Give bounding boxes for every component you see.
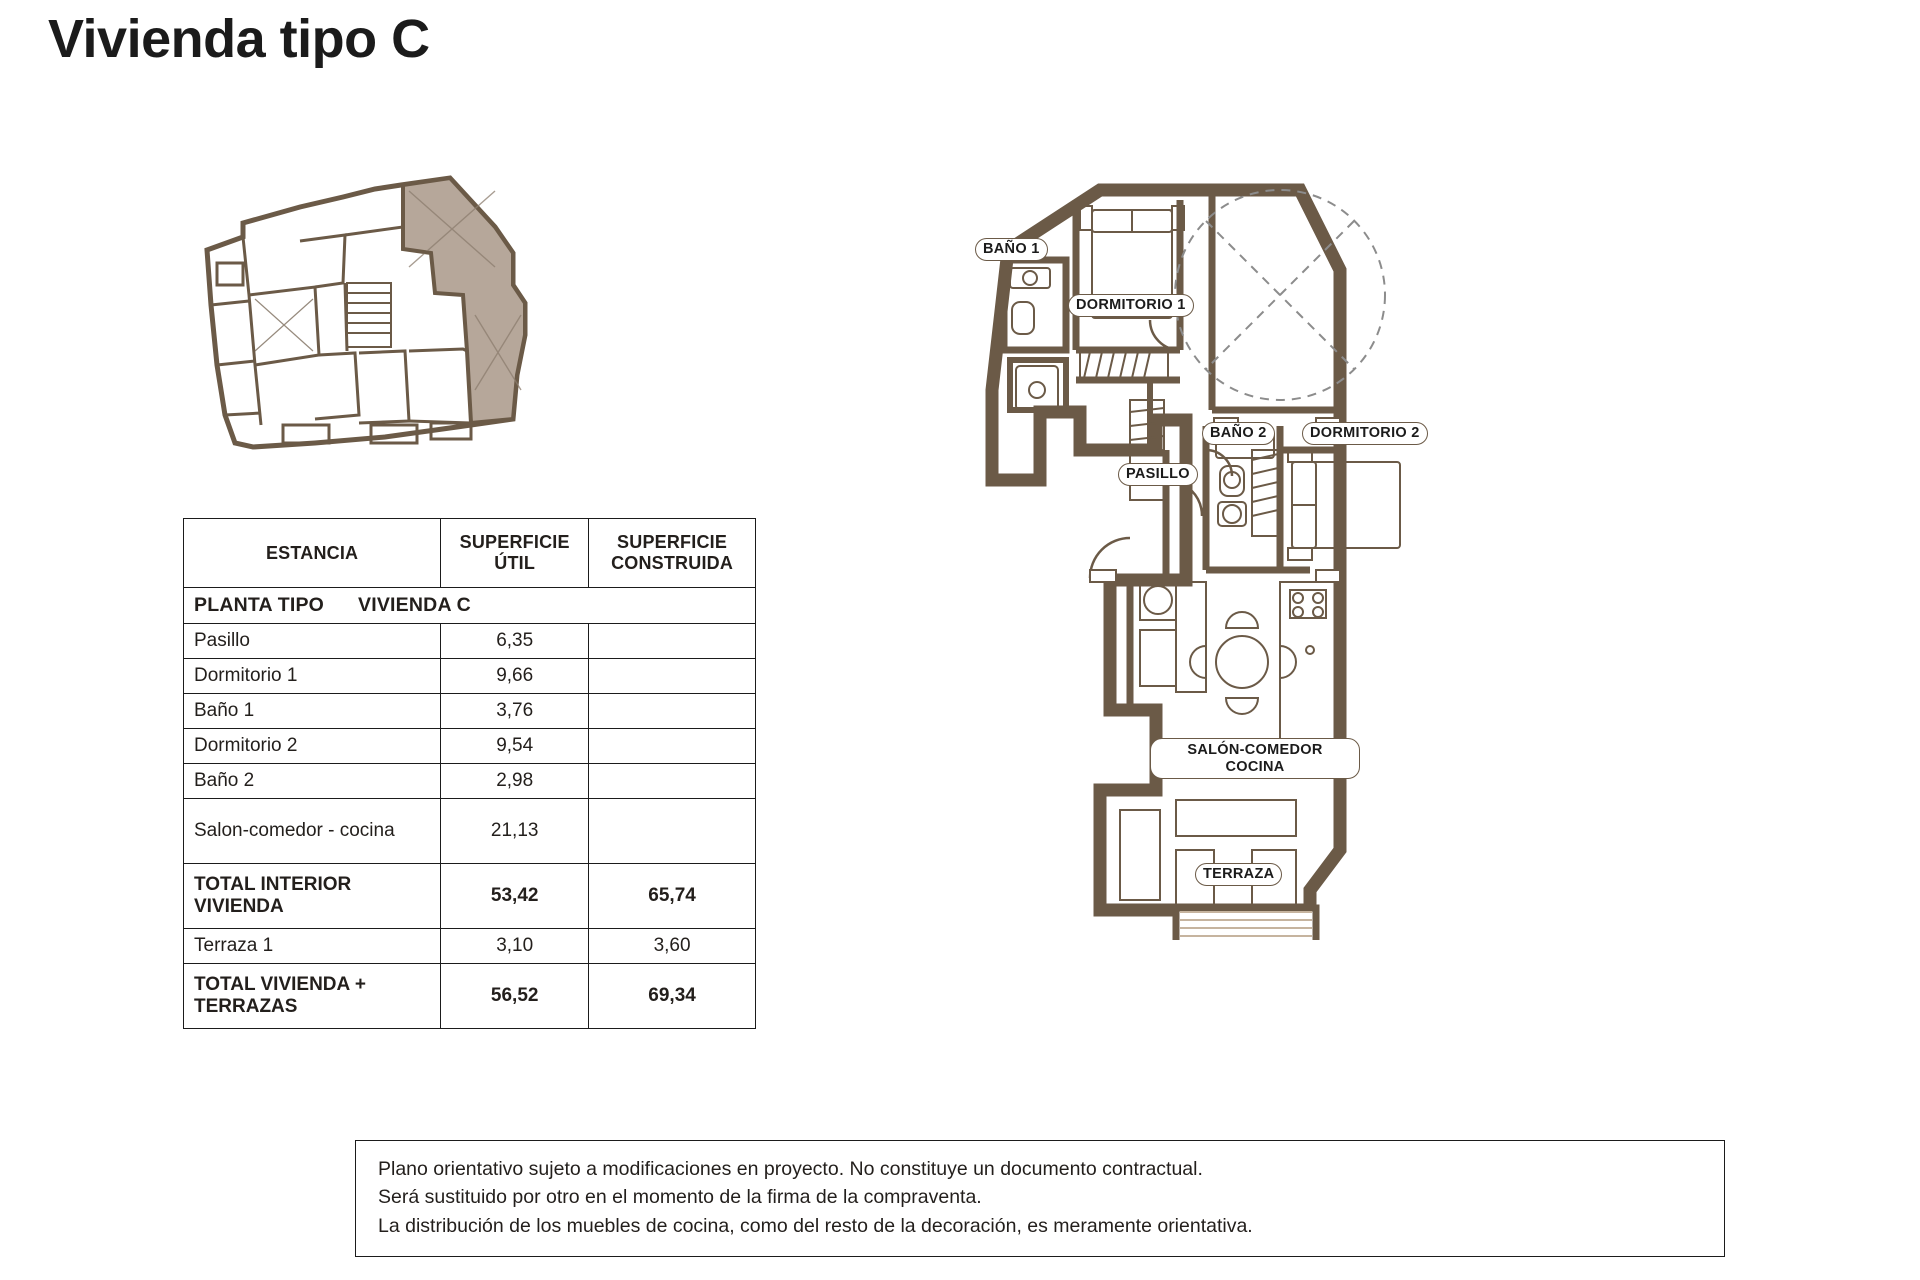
dormitorio1-closet [1080,352,1168,378]
key-plan-svg [195,175,625,455]
room-name: Pasillo [184,624,441,659]
bano2-fixtures [1216,432,1274,526]
table-row [184,659,756,694]
page-title: Vivienda tipo C [48,9,430,69]
header-superficie-util-line2: ÚTIL [494,553,536,573]
highlighted-unit [403,178,525,423]
room-name: Dormitorio 2 [184,729,441,764]
room-util: 9,54 [441,729,589,764]
section-planta-tipo [184,588,756,624]
room-name: TOTAL INTERIOR VIVIENDA [184,864,441,929]
room-util: 56,52 [441,964,589,1029]
plan-label-pasillo: PASILLO [1118,463,1198,486]
room-util: 6,35 [441,624,589,659]
key-plan-diagram [195,175,625,455]
table-row-total-interior [184,864,756,929]
header-superficie-util [441,519,589,588]
plan-label-dormitorio2: DORMITORIO 2 [1302,422,1428,445]
table-row [184,729,756,764]
room-util: 9,66 [441,659,589,694]
table-section-row [184,588,756,624]
table-row [184,694,756,729]
disclaimer-line-2: Será sustituido por otro en el momento de la firma de la compraventa. [378,1186,982,1209]
room-name: Dormitorio 1 [184,659,441,694]
room-util: 21,13 [441,799,589,864]
plan-label-bano2: BAÑO 2 [1202,422,1275,445]
room-name: Baño 2 [184,764,441,799]
room-util: 2,98 [441,764,589,799]
plan-label-salon-comedor-cocina [1150,738,1360,779]
header-superficie-construida-line2: CONSTRUIDA [611,553,734,573]
disclaimer-box [355,1140,1725,1257]
room-const [589,694,756,729]
disclaimer-line-1: Plano orientativo sujeto a modificaciones en proyecto. No constituye un documento contractual. [378,1158,1203,1180]
room-const [589,729,756,764]
section-value: VIVIENDA C [358,594,471,616]
table-row [184,624,756,659]
room-const: 3,60 [589,929,756,964]
salon-furniture [1120,800,1296,906]
header-superficie-util-line1: SUPERFICIE [459,532,570,553]
room-name: Terraza 1 [184,929,441,964]
plan-label-salon-line2: COCINA [1225,758,1285,775]
room-const [589,624,756,659]
table-row [184,764,756,799]
table-row [184,799,756,864]
room-name: Salon-comedor - cocina [184,799,441,864]
header-estancia: ESTANCIA [184,519,441,588]
room-name: TOTAL VIVIENDA + TERRAZAS [184,964,441,1029]
room-const: 69,34 [589,964,756,1029]
plan-label-terraza: TERRAZA [1195,863,1282,886]
areas-table [183,518,756,1029]
room-const [589,799,756,864]
table-row [184,929,756,964]
table-header-row [184,519,756,588]
room-util: 3,10 [441,929,589,964]
plan-label-bano1: BAÑO 1 [975,238,1048,261]
disclaimer-line-3: La distribución de los muebles de cocina, como del resto de la decoración, es meramente orientativa. [378,1214,1253,1237]
plan-label-salon-line1: SALÓN-COMEDOR [1187,742,1323,758]
room-util: 3,76 [441,694,589,729]
areas-table-container [183,518,756,1029]
plan-label-dormitorio1: DORMITORIO 1 [1068,294,1194,317]
header-superficie-construida [589,519,756,588]
room-name: Baño 1 [184,694,441,729]
room-const [589,659,756,694]
apartment-floor-plan [980,150,1620,940]
floor-plan-svg [980,150,1620,940]
bano1-fixtures [1010,268,1058,410]
terrace-area [1176,908,1316,940]
table-row-total-vivienda-terrazas [184,964,756,1029]
room-util: 53,42 [441,864,589,929]
header-superficie-construida-line1: SUPERFICIE [617,532,728,553]
living-circle-guide [1175,190,1385,400]
room-const [589,764,756,799]
section-label: PLANTA TIPO [194,594,325,616]
room-const: 65,74 [589,864,756,929]
dormitorio2-closet [1252,450,1278,536]
